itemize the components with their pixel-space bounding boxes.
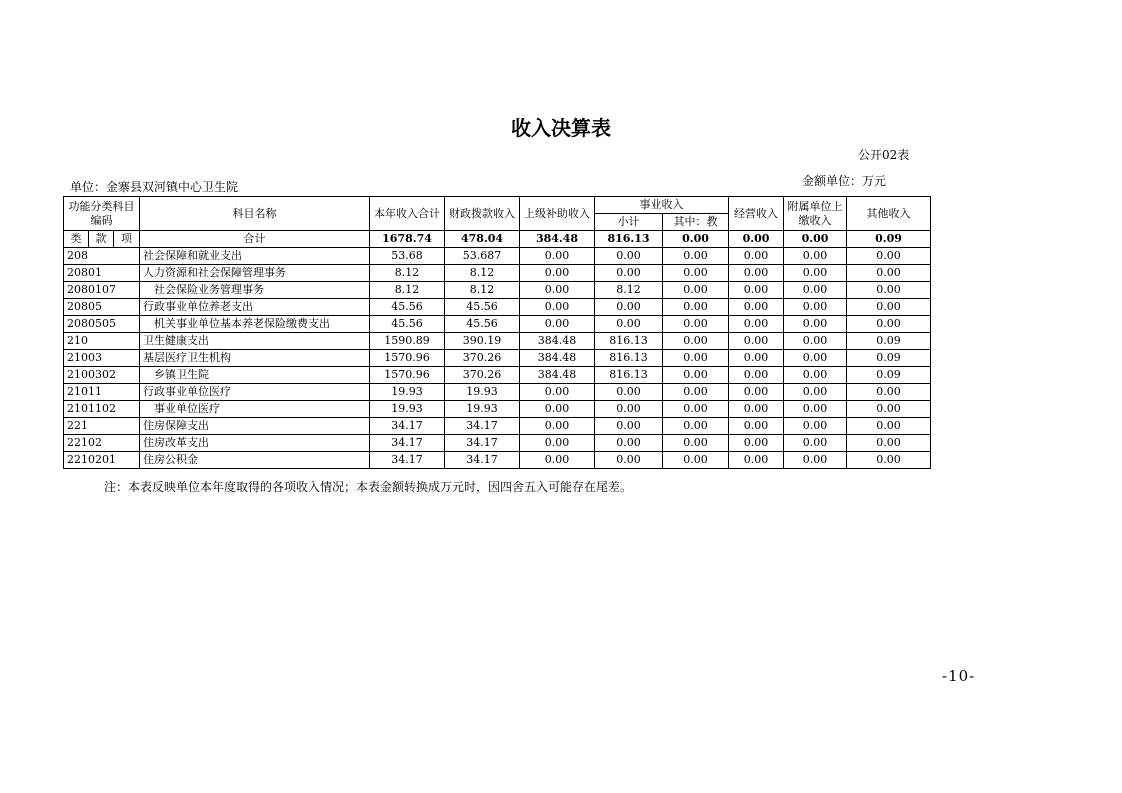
row-affiliated: 0.00 [784, 384, 847, 401]
table-row [64, 248, 931, 265]
total-row [64, 231, 931, 248]
row-other: 0.09 [847, 367, 931, 384]
row-other: 0.00 [847, 452, 931, 469]
row-business-subtotal: 0.00 [595, 418, 663, 435]
row-fiscal: 19.93 [445, 401, 520, 418]
row-affiliated: 0.00 [784, 265, 847, 282]
row-code: 2210201 [64, 452, 140, 469]
header-xiang: 项 [114, 231, 140, 248]
row-total: 45.56 [370, 299, 445, 316]
row-other: 0.00 [847, 435, 931, 452]
row-fiscal: 19.93 [445, 384, 520, 401]
row-name: 乡镇卫生院 [140, 367, 370, 384]
row-code: 20801 [64, 265, 140, 282]
table-row [64, 316, 931, 333]
table-row [64, 367, 931, 384]
table-row [64, 418, 931, 435]
table-row [64, 333, 931, 350]
table-row [64, 384, 931, 401]
row-other: 0.09 [847, 333, 931, 350]
row-operating: 0.00 [729, 350, 784, 367]
row-business-subtotal: 816.13 [595, 350, 663, 367]
row-fiscal: 8.12 [445, 282, 520, 299]
row-total: 19.93 [370, 384, 445, 401]
row-code: 2080107 [64, 282, 140, 299]
row-other: 0.00 [847, 316, 931, 333]
row-superior: 0.00 [520, 435, 595, 452]
row-business-subtotal: 8.12 [595, 282, 663, 299]
row-total: 34.17 [370, 452, 445, 469]
row-superior: 0.00 [520, 282, 595, 299]
row-total: 8.12 [370, 282, 445, 299]
row-business-edu: 0.00 [663, 316, 729, 333]
row-operating: 0.00 [729, 248, 784, 265]
total-affiliated: 0.00 [784, 231, 847, 248]
row-affiliated: 0.00 [784, 282, 847, 299]
header-superior: 上级补助收入 [520, 197, 595, 231]
row-other: 0.00 [847, 248, 931, 265]
row-total: 45.56 [370, 316, 445, 333]
row-name: 基层医疗卫生机构 [140, 350, 370, 367]
total-fiscal: 478.04 [445, 231, 520, 248]
row-code: 2101102 [64, 401, 140, 418]
row-operating: 0.00 [729, 367, 784, 384]
row-operating: 0.00 [729, 452, 784, 469]
row-other: 0.00 [847, 299, 931, 316]
row-operating: 0.00 [729, 418, 784, 435]
row-name: 人力资源和社会保障管理事务 [140, 265, 370, 282]
row-operating: 0.00 [729, 299, 784, 316]
header-business-subtotal: 小计 [595, 214, 663, 231]
total-label: 合计 [140, 231, 370, 248]
amount-unit: 金额单位：万元 [802, 174, 887, 188]
table-row [64, 435, 931, 452]
row-business-edu: 0.00 [663, 401, 729, 418]
row-total: 1590.89 [370, 333, 445, 350]
row-business-edu: 0.00 [663, 418, 729, 435]
page-number: -10- [942, 667, 976, 685]
row-code: 221 [64, 418, 140, 435]
row-business-subtotal: 0.00 [595, 316, 663, 333]
row-business-edu: 0.00 [663, 299, 729, 316]
header-row [64, 197, 931, 214]
row-operating: 0.00 [729, 401, 784, 418]
row-other: 0.00 [847, 265, 931, 282]
header-business: 事业收入 [595, 197, 729, 214]
row-fiscal: 370.26 [445, 350, 520, 367]
row-business-edu: 0.00 [663, 384, 729, 401]
total-business-edu: 0.00 [663, 231, 729, 248]
row-fiscal: 8.12 [445, 265, 520, 282]
income-table [63, 196, 931, 469]
row-affiliated: 0.00 [784, 248, 847, 265]
table-row [64, 401, 931, 418]
row-fiscal: 390.19 [445, 333, 520, 350]
row-business-subtotal: 0.00 [595, 401, 663, 418]
row-code: 21003 [64, 350, 140, 367]
row-business-subtotal: 0.00 [595, 435, 663, 452]
total-superior: 384.48 [520, 231, 595, 248]
row-business-edu: 0.00 [663, 435, 729, 452]
row-total: 1570.96 [370, 350, 445, 367]
row-affiliated: 0.00 [784, 299, 847, 316]
row-total: 34.17 [370, 418, 445, 435]
row-business-subtotal: 816.13 [595, 333, 663, 350]
table-note: 注：本表反映单位本年度取得的各项收入情况；本表金额转换成万元时，因四舍五入可能存在尾差。 [104, 480, 633, 494]
row-name: 机关事业单位基本养老保险缴费支出 [140, 316, 370, 333]
row-other: 0.09 [847, 350, 931, 367]
row-fiscal: 370.26 [445, 367, 520, 384]
row-superior: 0.00 [520, 401, 595, 418]
header-kuan: 款 [89, 231, 114, 248]
table-row [64, 265, 931, 282]
row-superior: 0.00 [520, 418, 595, 435]
row-business-edu: 0.00 [663, 452, 729, 469]
row-fiscal: 53.687 [445, 248, 520, 265]
row-superior: 0.00 [520, 316, 595, 333]
table-row [64, 282, 931, 299]
row-name: 住房改革支出 [140, 435, 370, 452]
total-other: 0.09 [847, 231, 931, 248]
header-total: 本年收入合计 [370, 197, 445, 231]
row-other: 0.00 [847, 282, 931, 299]
total-operating: 0.00 [729, 231, 784, 248]
row-total: 1570.96 [370, 367, 445, 384]
row-affiliated: 0.00 [784, 435, 847, 452]
row-superior: 0.00 [520, 265, 595, 282]
header-operating: 经营收入 [729, 197, 784, 231]
row-superior: 0.00 [520, 452, 595, 469]
row-business-edu: 0.00 [663, 248, 729, 265]
row-business-subtotal: 0.00 [595, 299, 663, 316]
row-superior: 384.48 [520, 350, 595, 367]
header-fiscal: 财政拨款收入 [445, 197, 520, 231]
row-other: 0.00 [847, 401, 931, 418]
form-number: 公开02表 [858, 148, 910, 162]
row-total: 34.17 [370, 435, 445, 452]
row-operating: 0.00 [729, 316, 784, 333]
header-lei: 类 [64, 231, 89, 248]
row-affiliated: 0.00 [784, 316, 847, 333]
row-total: 8.12 [370, 265, 445, 282]
row-business-edu: 0.00 [663, 367, 729, 384]
row-affiliated: 0.00 [784, 418, 847, 435]
row-operating: 0.00 [729, 333, 784, 350]
row-business-subtotal: 0.00 [595, 248, 663, 265]
row-operating: 0.00 [729, 384, 784, 401]
unit-label: 单位：金寨县双河镇中心卫生院 [70, 180, 239, 194]
row-total: 53.68 [370, 248, 445, 265]
row-code: 210 [64, 333, 140, 350]
row-code: 21011 [64, 384, 140, 401]
row-operating: 0.00 [729, 265, 784, 282]
row-affiliated: 0.00 [784, 333, 847, 350]
table-row [64, 452, 931, 469]
row-superior: 0.00 [520, 248, 595, 265]
row-code: 2100302 [64, 367, 140, 384]
row-name: 住房保障支出 [140, 418, 370, 435]
row-fiscal: 34.17 [445, 435, 520, 452]
row-other: 0.00 [847, 418, 931, 435]
row-business-subtotal: 0.00 [595, 452, 663, 469]
row-superior: 0.00 [520, 384, 595, 401]
row-fiscal: 34.17 [445, 452, 520, 469]
row-name: 社会保障和就业支出 [140, 248, 370, 265]
row-name: 住房公积金 [140, 452, 370, 469]
table-row [64, 299, 931, 316]
row-affiliated: 0.00 [784, 401, 847, 418]
row-code: 20805 [64, 299, 140, 316]
row-total: 19.93 [370, 401, 445, 418]
row-business-edu: 0.00 [663, 265, 729, 282]
row-superior: 0.00 [520, 299, 595, 316]
row-business-subtotal: 816.13 [595, 367, 663, 384]
row-fiscal: 45.56 [445, 299, 520, 316]
row-code: 208 [64, 248, 140, 265]
header-func-code: 功能分类科目编码 [64, 197, 140, 231]
page-title: 收入决算表 [511, 116, 611, 140]
row-business-subtotal: 0.00 [595, 265, 663, 282]
row-affiliated: 0.00 [784, 350, 847, 367]
row-superior: 384.48 [520, 333, 595, 350]
row-business-edu: 0.00 [663, 282, 729, 299]
table-row [64, 350, 931, 367]
total-business-subtotal: 816.13 [595, 231, 663, 248]
row-affiliated: 0.00 [784, 367, 847, 384]
row-operating: 0.00 [729, 282, 784, 299]
row-name: 卫生健康支出 [140, 333, 370, 350]
row-affiliated: 0.00 [784, 452, 847, 469]
row-fiscal: 45.56 [445, 316, 520, 333]
header-other: 其他收入 [847, 197, 931, 231]
row-name: 事业单位医疗 [140, 401, 370, 418]
row-name: 行政事业单位医疗 [140, 384, 370, 401]
row-name: 社会保险业务管理事务 [140, 282, 370, 299]
row-other: 0.00 [847, 384, 931, 401]
header-affiliated: 附属单位上缴收入 [784, 197, 847, 231]
header-subject-name: 科目名称 [140, 197, 370, 231]
row-name: 行政事业单位养老支出 [140, 299, 370, 316]
row-business-subtotal: 0.00 [595, 384, 663, 401]
row-business-edu: 0.00 [663, 333, 729, 350]
row-business-edu: 0.00 [663, 350, 729, 367]
row-superior: 384.48 [520, 367, 595, 384]
row-operating: 0.00 [729, 435, 784, 452]
row-code: 2080505 [64, 316, 140, 333]
total-amount: 1678.74 [370, 231, 445, 248]
row-code: 22102 [64, 435, 140, 452]
header-business-edu: 其中：教 [663, 214, 729, 231]
row-fiscal: 34.17 [445, 418, 520, 435]
